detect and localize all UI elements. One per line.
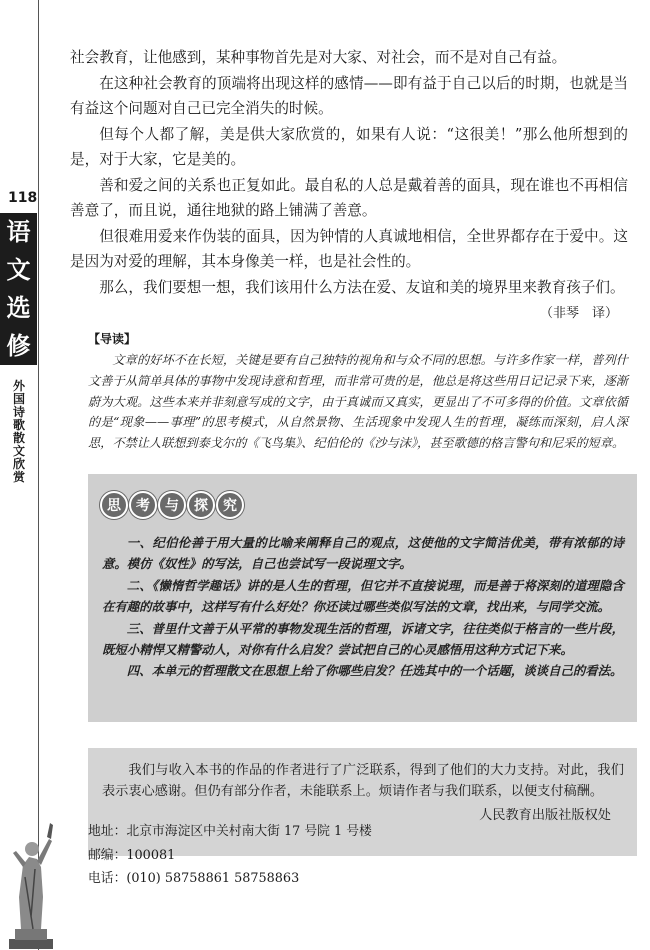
series-title: 外 国 诗 歌 散 文 欣 赏: [12, 379, 25, 484]
paragraph: 但很难用爱来作伪装的面具，因为钟情的人真诚地相信，全世界都存在于爱中。这是因为对爱的理解，其本身像美一样，也是社会性的。: [70, 227, 628, 270]
guide-text: 文章的好坏不在长短，关键是要有自己独特的视角和与众不同的思想。与许多作家一样，普列什文善于从简单具体的事物中发现诗意和哲理，而非常可贵的是，他总是将这些用日记记录下来，逐渐蔚为大观。这些本来并非刻意写成的文字，由于真诚而又真实，更显出了不可多得的价值。文章依循的是“现象——事理”的思考模式，从自然景物、生活现象中发现人生的哲理，凝练而深刻，启人深思，不禁让人联想到泰戈尔的《飞鸟集》、纪伯伦的《沙与沫》，甚至歌德的格言警句和尼采的短章。: [88, 353, 628, 451]
acknowledgement-text: 我们与收入本书的作品的作者进行了广泛联系，得到了他们的大力支持。对此，我们表示衷心感谢。但仍有部分作者，未能联系上。烦请作者与我们联系，以便支付稿酬。: [102, 763, 624, 799]
question-item: 四、本单元的哲理散文在思想上给了你哪些启发？任选其中的一个话题，谈谈自己的看法。: [126, 663, 623, 679]
publisher-signature: 人民教育出版社版权处: [479, 808, 611, 823]
tab-char: 修: [6, 331, 31, 360]
phone-line: 电话：(010) 58758861 58758863: [88, 871, 300, 886]
paragraph: 在这种社会教育的顶端将出现这样的感情——即有益于自己以后的时期，也就是当有益这个问题对自己已完全消失的时候。: [70, 74, 628, 117]
title-badge: 探: [187, 491, 215, 519]
title-badge: 考: [129, 491, 157, 519]
translator-credit: （非琴 译）: [539, 306, 618, 321]
question-item: 二、《懒惰哲学趣话》讲的是人生的哲理，但它并不直接说理，而是善于将深刻的道理隐含在有趣的故事中，这样写有什么好处？你还读过哪些类似写法的文章，找出来，与同学交流。: [102, 577, 624, 615]
main-text: [70, 45, 628, 327]
tab-char: 选: [6, 293, 31, 322]
tab-char: 语: [6, 217, 31, 246]
think-title: [100, 491, 244, 519]
question-item: 一、纪伯伦善于用大量的比喻来阐释自己的观点，这使他的文字简洁优美，带有浓郁的诗意。模仿《奴性》的写法，自己也尝试写一段说理文字。: [102, 535, 624, 572]
statue-illustration: [3, 817, 59, 950]
address-line: 地址：北京市海淀区中关村南大街 17 号院 1 号楼: [88, 824, 372, 839]
guide-label: 【导读】: [88, 332, 137, 346]
paragraph: 那么，我们要想一想，我们该用什么方法在爱、友谊和美的境界里来教育孩子们。: [99, 278, 625, 296]
title-badge: 思: [100, 491, 128, 519]
paragraph: 善和爱之间的关系也正复如此。最自私的人总是戴着善的面具，现在谁也不再相信善意了，而且说，通往地狱的路上铺满了善意。: [70, 176, 628, 219]
paragraph: 社会教育，让他感到，某种事物首先是对大家、对社会，而不是对自己有益。: [70, 49, 567, 66]
think-and-explore-box: [88, 474, 637, 722]
page-number: 118: [8, 190, 38, 206]
textbook-tab: [0, 213, 37, 365]
postcode-line: 邮编：100081: [88, 847, 176, 863]
title-badge: 究: [216, 491, 244, 519]
contact-info: [88, 820, 372, 891]
paragraph: 但每个人都了解，美是供大家欣赏的，如果有人说：“这很美！”那么他所想到的是，对于大家，它是美的。: [70, 125, 628, 168]
title-badge: 与: [158, 491, 186, 519]
reading-guide: [88, 330, 628, 454]
tab-char: 文: [6, 255, 31, 284]
question-list: [102, 532, 624, 682]
margin-rule: [38, 0, 39, 950]
question-item: 三、普里什文善于从平常的事物发现生活的哲理，诉诸文字，往往类似于格言的一些片段，既短小精悍又精警动人，对你有什么启发？尝试把自己的心灵感悟用这种方式记下来。: [102, 620, 624, 658]
